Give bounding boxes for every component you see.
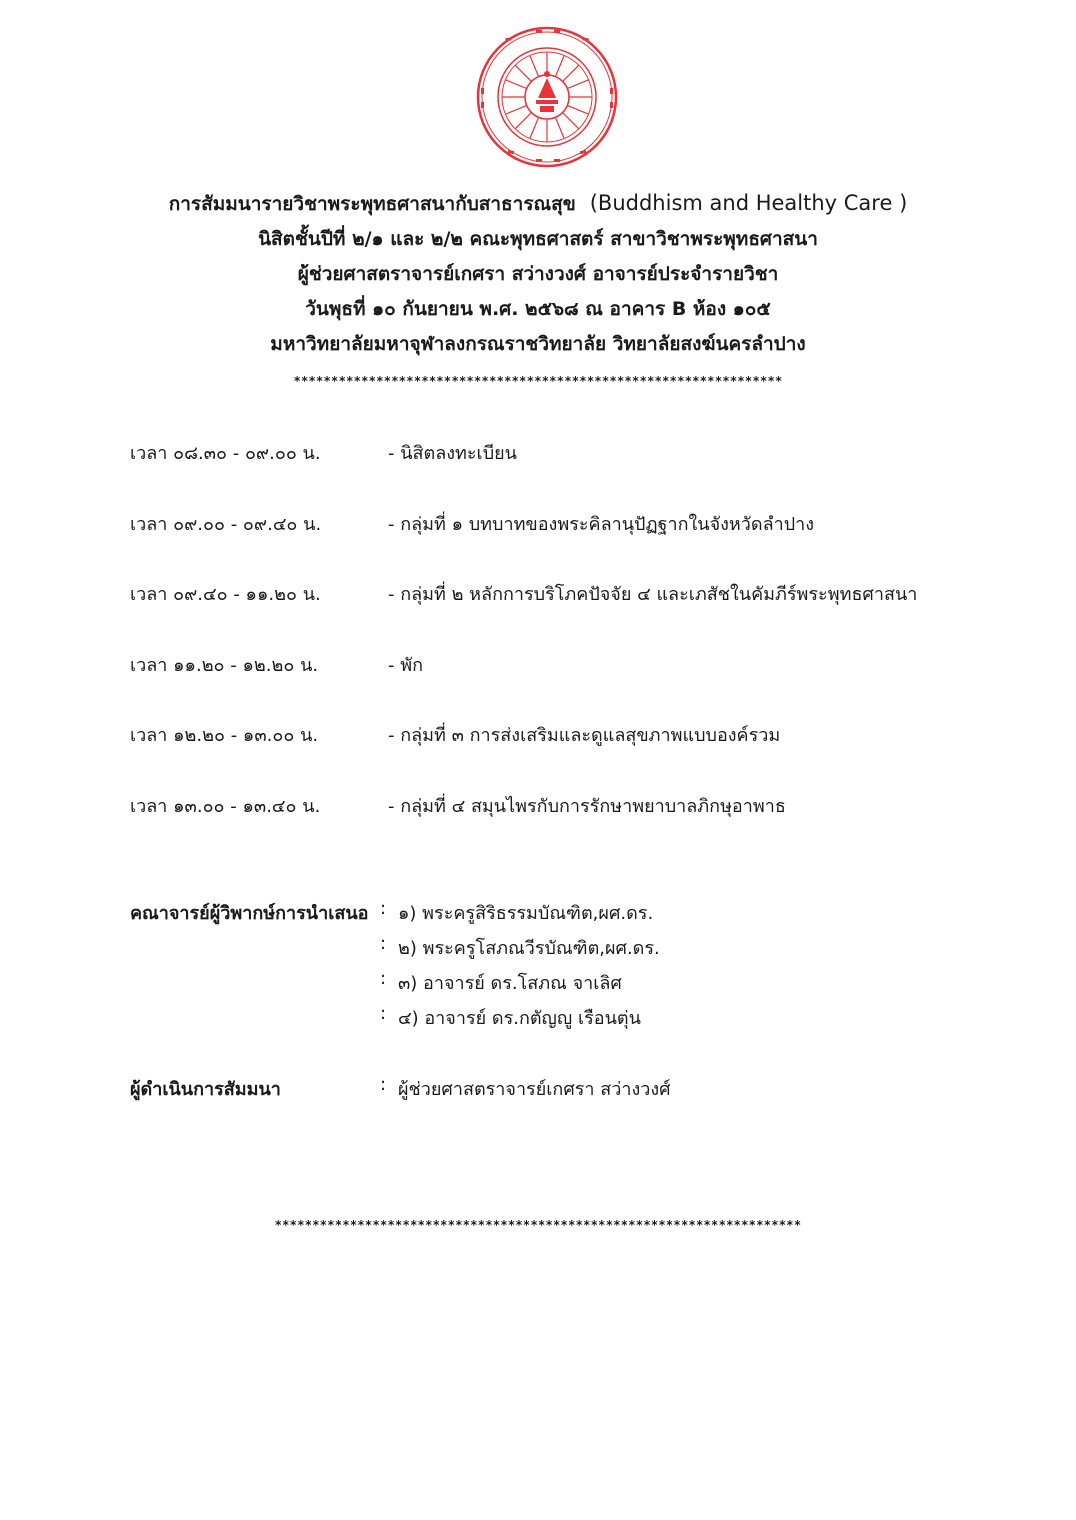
schedule-time: เวลา ๐๙.๐๐ - ๐๙.๔๐ น. — [130, 513, 322, 535]
separator-top: ***************************************************************** — [293, 374, 783, 388]
header-line-date-venue: วันพุธที่ ๑๐ กันยายน พ.ศ. ๒๕๖๘ ณ อาคาร B ห้อง ๑๐๕ — [305, 298, 771, 320]
schedule-time: เวลา ๐๙.๔๐ - ๑๑.๒๐ น. — [130, 584, 321, 605]
reviewers-separator: : — [380, 1003, 387, 1024]
schedule-activity: - พัก — [388, 654, 423, 676]
schedule-row — [130, 509, 1030, 580]
moderator-entry — [130, 1074, 671, 1109]
reviewer-entry — [130, 1003, 660, 1038]
moderator-name: ผู้ช่วยศาสตราจารย์เกศรา สว่างวงศ์ — [398, 1079, 671, 1100]
moderator-label: ผู้ดำเนินการสัมมนา — [130, 1079, 281, 1100]
schedule-activity: - กลุ่มที่ ๒ หลักการบริโภคปัจจัย ๔ และเภสัชในคัมภีร์พระพุทธศาสนา — [388, 584, 918, 605]
schedule-time: เวลา ๑๓.๐๐ - ๑๓.๔๐ น. — [130, 795, 321, 817]
document-header — [0, 186, 1076, 362]
schedule-time: เวลา ๑๑.๒๐ - ๑๒.๒๐ น. — [130, 654, 319, 676]
schedule-list — [130, 438, 1030, 861]
schedule-activity: - กลุ่มที่ ๔ สมุนไพรกับการรักษาพยาบาลภิกษุอาพาธ — [388, 795, 786, 817]
reviewers-section — [130, 898, 660, 1038]
schedule-row — [130, 791, 1030, 862]
reviewer-name: ๓) อาจารย์ ดร.โสภณ จาเลิศ — [398, 973, 622, 994]
header-line-institution: มหาวิทยาลัยมหาจุฬาลงกรณราชวิทยาลัย วิทยาลัยสงฆ์นครลำปาง — [270, 333, 806, 355]
schedule-activity: - กลุ่มที่ ๑ บทบาทของพระคิลานุปัฏฐากในจังหวัดลำปาง — [388, 513, 815, 535]
schedule-activity: - กลุ่มที่ ๓ การส่งเสริมและดูแลสุขภาพแบบองค์รวม — [388, 725, 781, 746]
header-line-instructor: ผู้ช่วยศาสตราจารย์เกศรา สว่างวงศ์ อาจารย์ประจำรายวิชา — [297, 263, 779, 285]
reviewer-entry — [130, 968, 660, 1003]
reviewers-label: คณาจารย์ผู้วิพากษ์การนำเสนอ — [130, 903, 369, 924]
title-english: (Buddhism and Healthy Care ) — [589, 191, 908, 215]
schedule-row — [130, 438, 1030, 509]
schedule-row — [130, 650, 1030, 721]
moderator-section — [130, 1074, 671, 1109]
reviewer-entry — [130, 933, 660, 968]
schedule-time: เวลา ๐๘.๓๐ - ๐๙.๐๐ น. — [130, 443, 321, 464]
schedule-row — [130, 720, 1030, 791]
reviewers-separator: : — [380, 933, 387, 954]
title-thai: การสัมมนารายวิชาพระพุทธศาสนากับสาธารณสุข — [168, 193, 576, 215]
reviewer-name: ๑) พระครูสิริธรรมบัณฑิต,ผศ.ดร. — [398, 903, 654, 924]
title-line — [0, 186, 1076, 222]
schedule-activity: - นิสิตลงทะเบียน — [388, 443, 517, 464]
reviewer-entry — [130, 898, 660, 933]
reviewer-name: ๒) พระครูโสภณวีรบัณฑิต,ผศ.ดร. — [398, 938, 660, 959]
reviewers-separator: : — [380, 968, 387, 989]
moderator-separator: : — [380, 1074, 387, 1095]
schedule-row — [130, 579, 1030, 650]
schedule-time: เวลา ๑๒.๒๐ - ๑๓.๐๐ น. — [130, 725, 319, 746]
university-seal-icon — [476, 26, 618, 168]
reviewer-name: ๔) อาจารย์ ดร.กตัญญู เรือนตุ่น — [398, 1008, 641, 1029]
separator-bottom: ********************************************************************** — [274, 1218, 802, 1232]
header-line-students: นิสิตชั้นปีที่ ๒/๑ และ ๒/๒ คณะพุทธศาสตร์ สาขาวิชาพระพุทธศาสนา — [258, 228, 818, 250]
reviewers-separator: : — [380, 898, 387, 919]
